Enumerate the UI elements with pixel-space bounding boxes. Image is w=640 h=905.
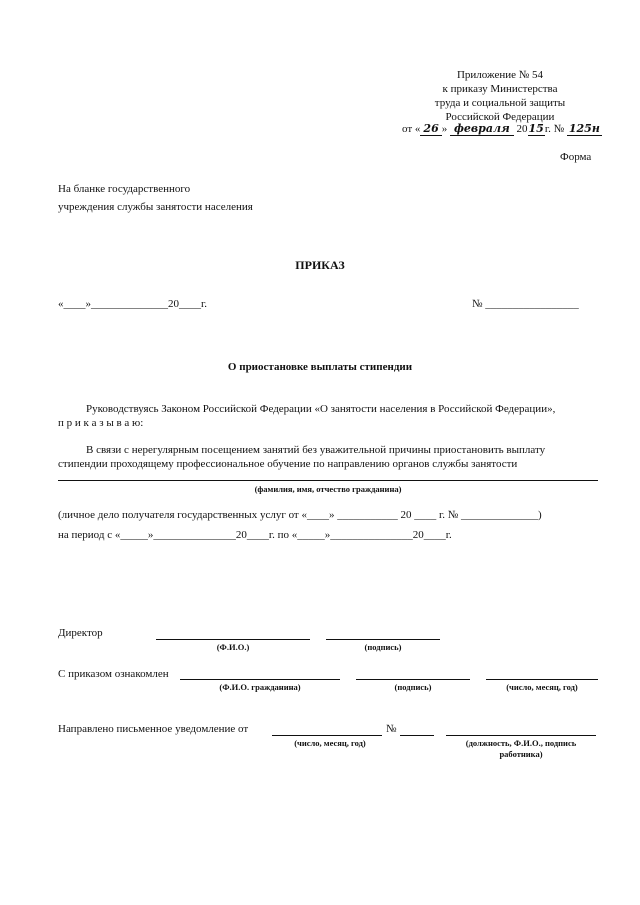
document-title: ПРИКАЗ <box>295 258 345 272</box>
notice-label: Направлено письменное уведомление от <box>58 723 249 735</box>
blank-line-2: учреждения службы занятости населения <box>58 201 253 213</box>
appendix-date-line <box>402 122 602 136</box>
notice-position-caption-2: работника) <box>499 749 543 759</box>
handwritten-year: 15 <box>528 122 544 135</box>
date-prefix: от « <box>402 123 421 135</box>
appendix-ministry-line: труда и социальной защиты <box>434 97 566 109</box>
fio-underline <box>58 480 598 481</box>
director-fio-line <box>156 639 310 640</box>
body-paragraph-2-continued: стипендии проходящему профессиональное обучение по направлению органов службы занятости <box>58 458 518 470</box>
order-subject: О приостановке выплаты стипендии <box>227 361 413 373</box>
year-prefix: 20 <box>516 123 528 135</box>
date-separator: » <box>441 123 448 135</box>
fio-caption: (фамилия, имя, отчество гражданина) <box>254 484 402 494</box>
citizen-fio-line <box>180 679 340 680</box>
director-sign-caption: (подпись) <box>364 642 402 652</box>
acquainted-label: С приказом ознакомлен <box>58 668 169 680</box>
body-order-word: п р и к а з ы в а ю: <box>58 417 144 429</box>
notice-date-caption: (число, месяц, год) <box>294 738 366 748</box>
body-paragraph-2: В связи с нерегулярным посещением занятий без уважительной причины приостановить выплату <box>86 444 546 456</box>
director-fio-caption: (Ф.И.О.) <box>216 642 250 652</box>
handwritten-day: 26 <box>420 122 441 136</box>
notice-date-line <box>272 735 382 736</box>
citizen-date-caption: (число, месяц, год) <box>506 682 578 692</box>
number-prefix: г. № <box>544 123 565 135</box>
blank-line-1: На бланке государственного <box>58 183 191 195</box>
order-date-field: «____»______________20____г. <box>58 298 208 310</box>
appendix-federation-line: Российской Федерации <box>445 111 555 123</box>
handwritten-number: 125н <box>568 122 600 135</box>
citizen-fio-caption: (Ф.И.О. гражданина) <box>219 682 301 692</box>
body-paragraph-1: Руководствуясь Законом Российской Федерации «О занятости населения в Российской Федерации», <box>86 403 556 415</box>
notice-position-line <box>446 735 596 736</box>
notice-number-label: № <box>386 723 397 735</box>
citizen-sign-line <box>356 679 470 680</box>
handwritten-month: февраля <box>450 122 514 136</box>
notice-position-caption-1: (должность, Ф.И.О., подпись <box>465 738 577 748</box>
citizen-sign-caption: (подпись) <box>394 682 432 692</box>
order-number-field: № _________________ <box>472 298 579 310</box>
form-label: Форма <box>560 151 592 163</box>
personal-case-line: (личное дело получателя государственных услуг от «____» ___________ 20 ____ г. № ______________) <box>58 509 542 521</box>
period-line: на период с «_____»_______________20____г. по «_____»_______________20____г. <box>58 529 452 541</box>
appendix-order-line: к приказу Министерства <box>442 83 558 95</box>
appendix-number: Приложение № 54 <box>456 69 544 81</box>
director-sign-line <box>326 639 440 640</box>
notice-number-line <box>400 735 434 736</box>
citizen-date-line <box>486 679 598 680</box>
director-label: Директор <box>58 627 103 639</box>
